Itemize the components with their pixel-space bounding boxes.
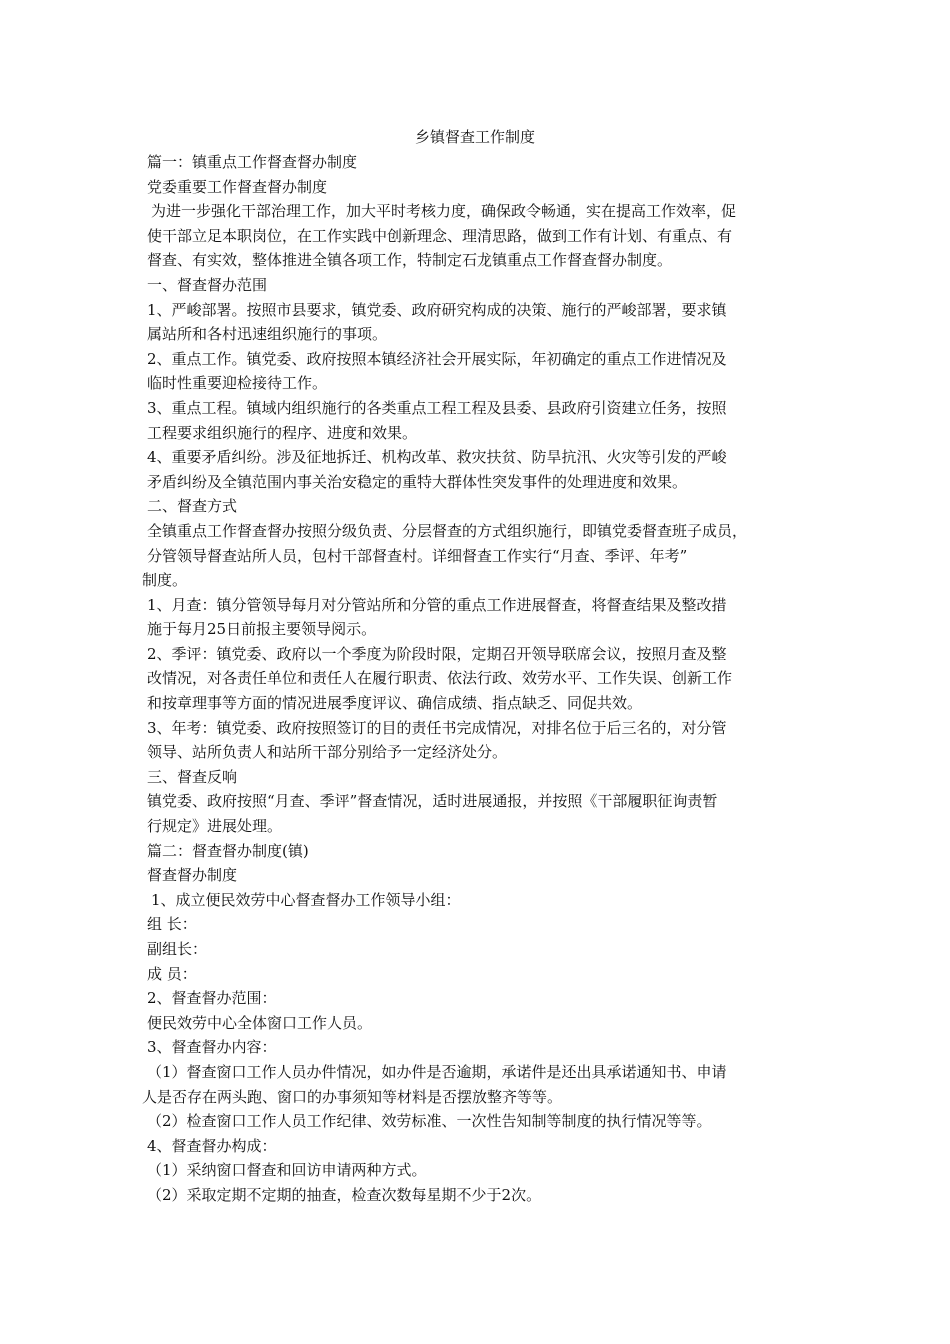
- text-line: （1）采纳窗口督查和回访申请两种方式。: [147, 1161, 427, 1180]
- text-line: 3、督查督办内容：: [147, 1038, 277, 1057]
- text-line: 便民效劳中心全体窗口工作人员。: [147, 1013, 373, 1032]
- text-line: 1、月查：镇分管领导每月对分管站所和分管的重点工作进展督查，将督查结果及整改措: [147, 595, 727, 614]
- text-line: 2、季评：镇党委、政府以一个季度为阶段时限，定期召开领导联席会议，按照月查及整: [147, 644, 727, 663]
- text-line: 为进一步强化干部治理工作，加大平时考核力度，确保政令畅通，实在提高工作效率，促: [151, 202, 737, 221]
- text-line: 属站所和各村迅速组织施行的事项。: [147, 325, 388, 344]
- text-line: 使干部立足本职岗位，在工作实践中创新理念、理清思路，做到工作有计划、有重点、有: [147, 226, 733, 245]
- document-title: 乡镇督查工作制度: [414, 128, 535, 146]
- text-line: 临时性重要迎检接待工作。: [147, 374, 328, 393]
- text-line: 组 长：: [147, 915, 197, 934]
- text-line: 1、成立便民效劳中心督查督办工作领导小组：: [151, 890, 461, 909]
- text-line: 副组长：: [147, 940, 208, 958]
- text-line: 改情况，对各责任单位和责任人在履行职责、依法行政、效劳水平、工作失误、创新工作: [147, 669, 733, 688]
- text-line: 成 员：: [147, 964, 197, 983]
- text-line: 3、年考：镇党委、政府按照签订的目的责任书完成情况，对排名位于后三名的，对分管: [147, 718, 727, 737]
- text-line: 4、督查督办构成：: [147, 1136, 277, 1155]
- text-line: 分管领导督查站所人员，包村干部督查村。详细督查工作实行“月查、季评、年考”: [147, 546, 688, 565]
- text-line: （2）采取定期不定期的抽查，检查次数每星期不少于2次。: [147, 1185, 542, 1204]
- text-line: 领导、站所负责人和站所干部分别给予一定经济处分。: [147, 743, 508, 762]
- text-line: 1、严峻部署。按照市县要求，镇党委、政府研究构成的决策、施行的严峻部署，要求镇: [147, 300, 727, 319]
- text-line: 督查督办制度: [147, 866, 238, 885]
- text-line: 和按章理事等方面的情况进展季度评议、确信成绩、指点缺乏、同促共效。: [147, 694, 643, 713]
- text-line: 一、督查督办范围: [147, 275, 268, 294]
- text-line: 篇一：镇重点工作督查督办制度: [147, 153, 358, 171]
- text-line: 篇二：督查督办制度(镇): [147, 841, 309, 860]
- text-line: 2、重点工作。镇党委、政府按照本镇经济社会开展实际，年初确定的重点工作进情况及: [147, 349, 727, 368]
- document-body: [142, 150, 814, 1208]
- text-line: 督查、有实效，整体推进全镇各项工作，特制定石龙镇重点工作督查督办制度。: [147, 251, 673, 270]
- text-line: 二、督查方式: [147, 497, 238, 516]
- text-line: 人是否存在两头跑、窗口的办事须知等材料是否摆放整齐等等。: [142, 1087, 563, 1106]
- text-line: 全镇重点工作督查督办按照分级负责、分层督查的方式组织施行，即镇党委督查班子成员，: [147, 521, 748, 540]
- text-line: 2、督查督办范围：: [147, 989, 277, 1008]
- text-line: 三、督查反响: [147, 767, 238, 786]
- text-line: 党委重要工作督查督办制度: [147, 177, 328, 196]
- text-line: 施于每月25日前报主要领导阅示。: [147, 620, 377, 639]
- text-line: 行规定》进展处理。: [147, 817, 283, 836]
- text-line: 4、重要矛盾纠纷。涉及征地拆迁、机构改革、救灾扶贫、防旱抗汛、火灾等引发的严峻: [147, 448, 727, 467]
- text-line: 制度。: [142, 571, 188, 590]
- text-line: 3、重点工程。镇域内组织施行的各类重点工程工程及县委、县政府引资建立任务，按照: [147, 398, 727, 417]
- text-line: （2）检查窗口工作人员工作纪律、效劳标准、一次性告知制等制度的执行情况等等。: [147, 1112, 712, 1131]
- text-line: 镇党委、政府按照“月查、季评”督查情况，适时进展通报，并按照《干部履职征询责暂: [147, 792, 718, 811]
- text-line: 工程要求组织施行的程序、进度和效果。: [147, 423, 418, 442]
- text-line: （1）督查窗口工作人员办件情况，如办件是否逾期，承诺件是还出具承诺通知书、申请: [147, 1062, 727, 1081]
- text-line: 矛盾纠纷及全镇范围内事关治安稳定的重特大群体性突发事件的处理进度和效果。: [147, 472, 688, 491]
